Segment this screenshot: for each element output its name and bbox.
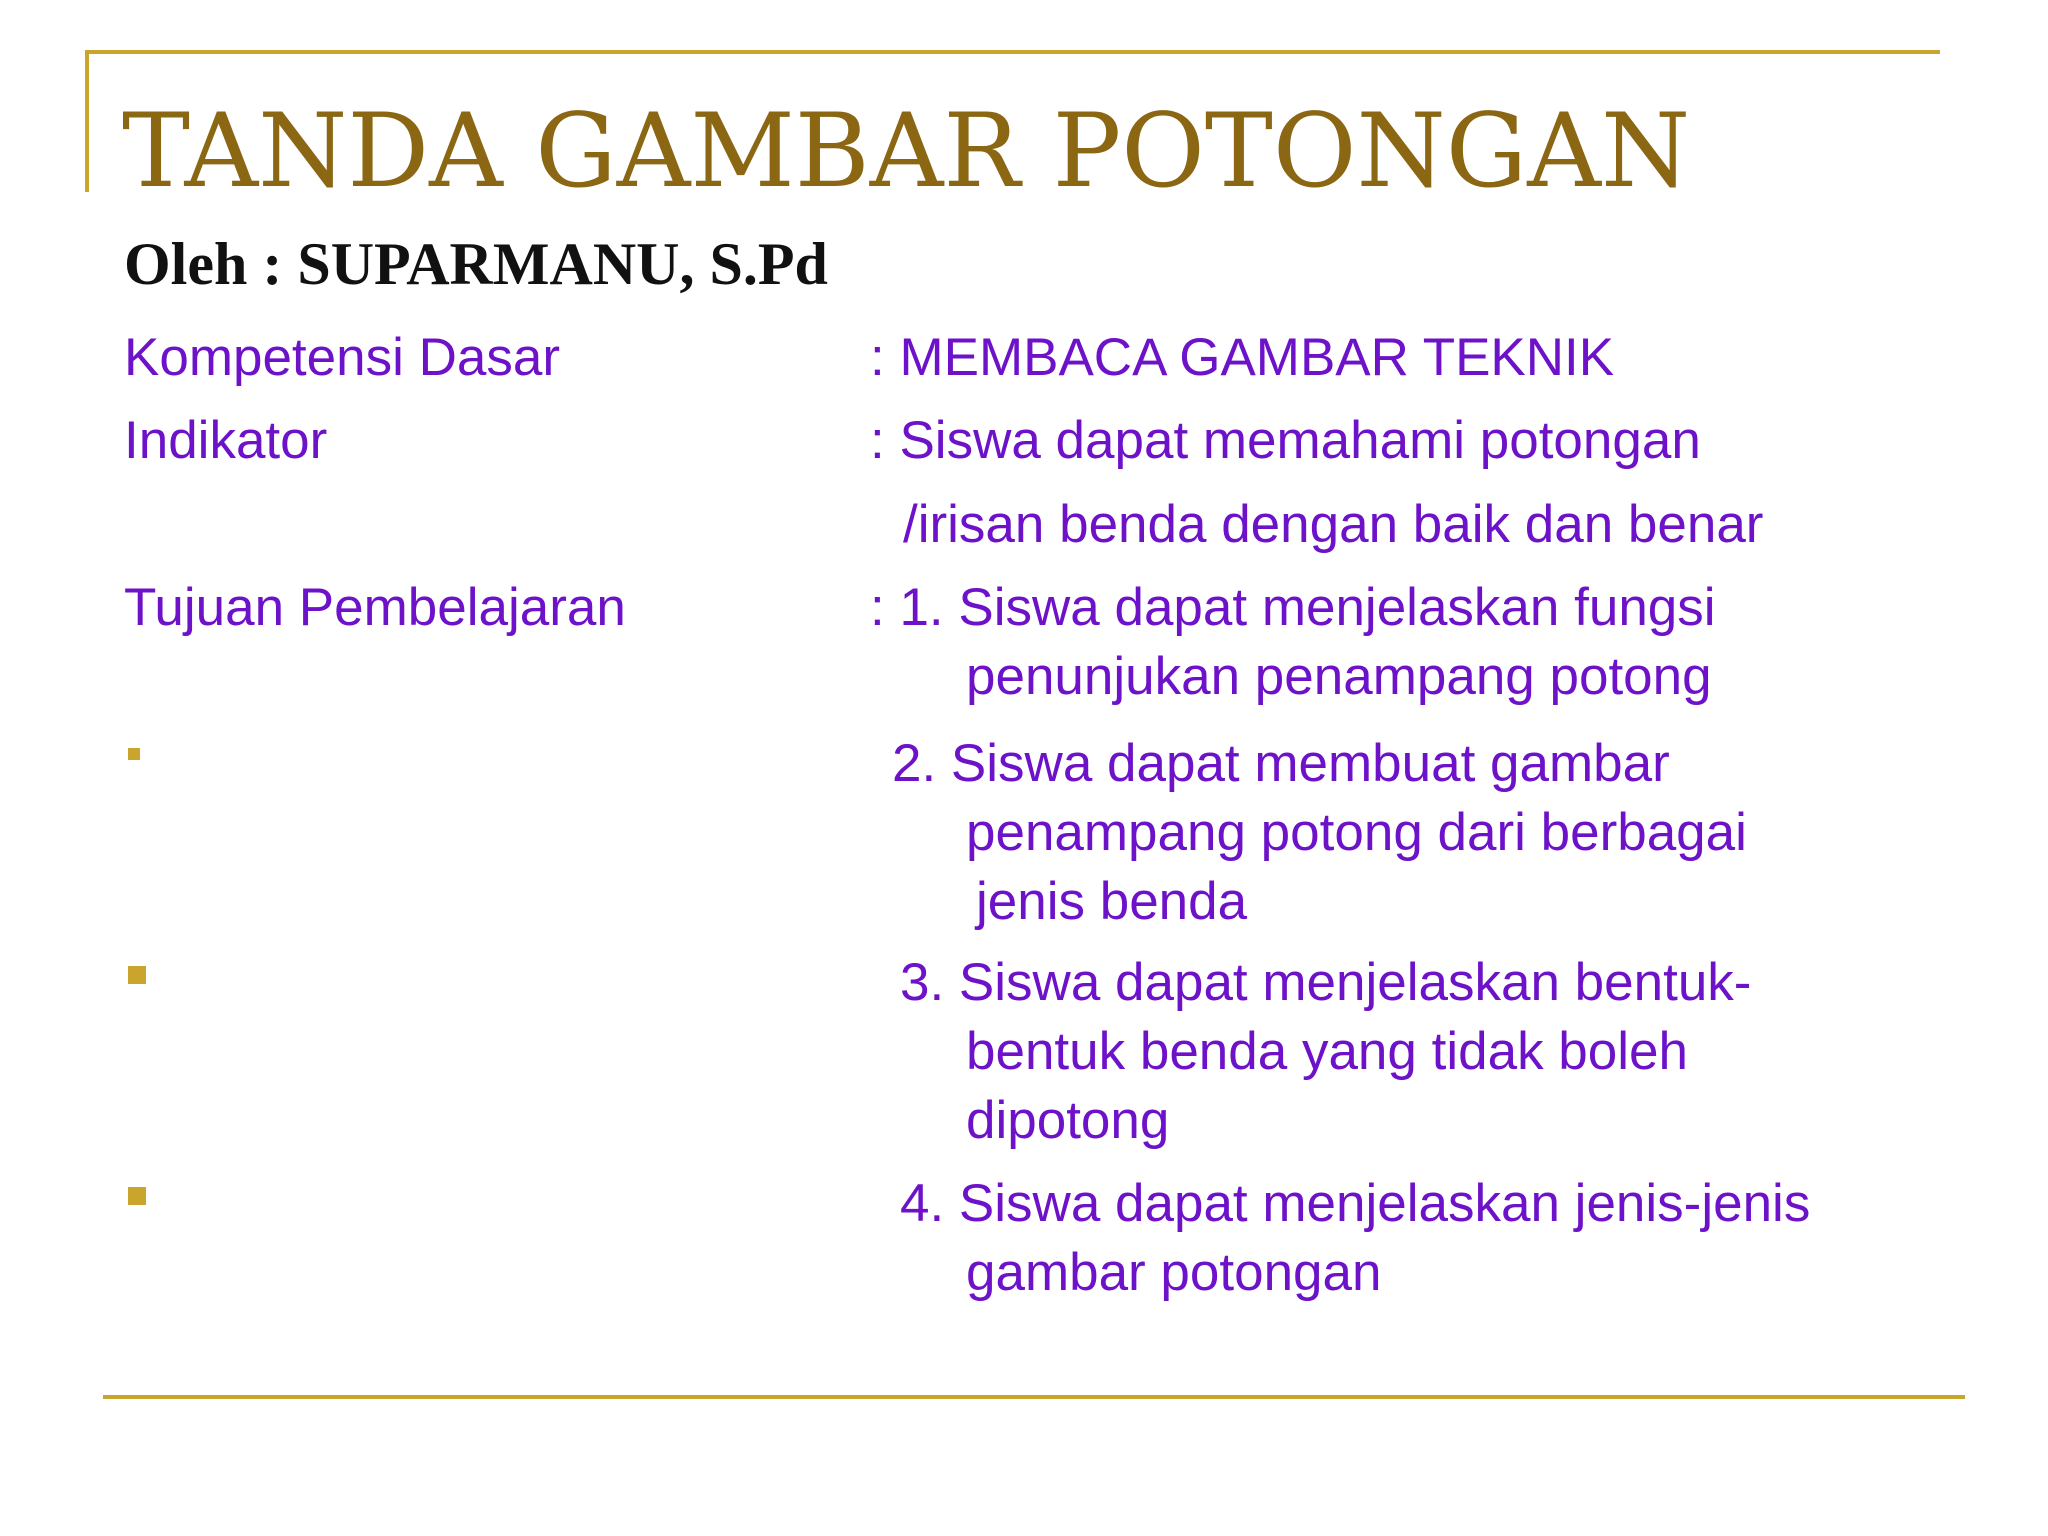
tujuan-item-1-line-2: penunjukan penampang potong (966, 647, 1712, 706)
indikator-value-line-1: : Siswa dapat memahami potongan (870, 411, 1701, 470)
indikator-label: Indikator (124, 411, 328, 470)
bullet-marker-3 (128, 1187, 146, 1205)
tujuan-item-4-line-1: 4. Siswa dapat menjelaskan jenis-jenis (900, 1174, 1811, 1233)
bullet-marker-1 (128, 748, 140, 760)
slide-title: TANDA GAMBAR POTONGAN (122, 92, 1691, 211)
tujuan-item-2-line-1: 2. Siswa dapat membuat gambar (892, 734, 1670, 793)
tujuan-item-4-line-2: gambar potongan (966, 1243, 1382, 1302)
bullet-marker-2 (128, 966, 146, 984)
bottom-rule (103, 1395, 1965, 1399)
tujuan-item-3-line-1: 3. Siswa dapat menjelaskan bentuk- (900, 953, 1752, 1012)
tujuan-item-3-line-2: bentuk benda yang tidak boleh (966, 1022, 1688, 1081)
author-line: Oleh : SUPARMANU, S.Pd (124, 231, 828, 297)
left-rule (85, 50, 89, 192)
indikator-value-line-2: /irisan benda dengan baik dan benar (903, 495, 1764, 554)
kompetensi-label: Kompetensi Dasar (124, 328, 560, 387)
tujuan-item-2-line-2: penampang potong dari berbagai (966, 803, 1747, 862)
tujuan-item-2-line-3: jenis benda (976, 872, 1248, 931)
top-rule (85, 50, 1940, 54)
tujuan-item-1-line-1: : 1. Siswa dapat menjelaskan fungsi (870, 578, 1716, 637)
kompetensi-value: : MEMBACA GAMBAR TEKNIK (870, 328, 1615, 387)
tujuan-item-3-line-3: dipotong (966, 1091, 1170, 1150)
tujuan-label: Tujuan Pembelajaran (124, 578, 626, 637)
